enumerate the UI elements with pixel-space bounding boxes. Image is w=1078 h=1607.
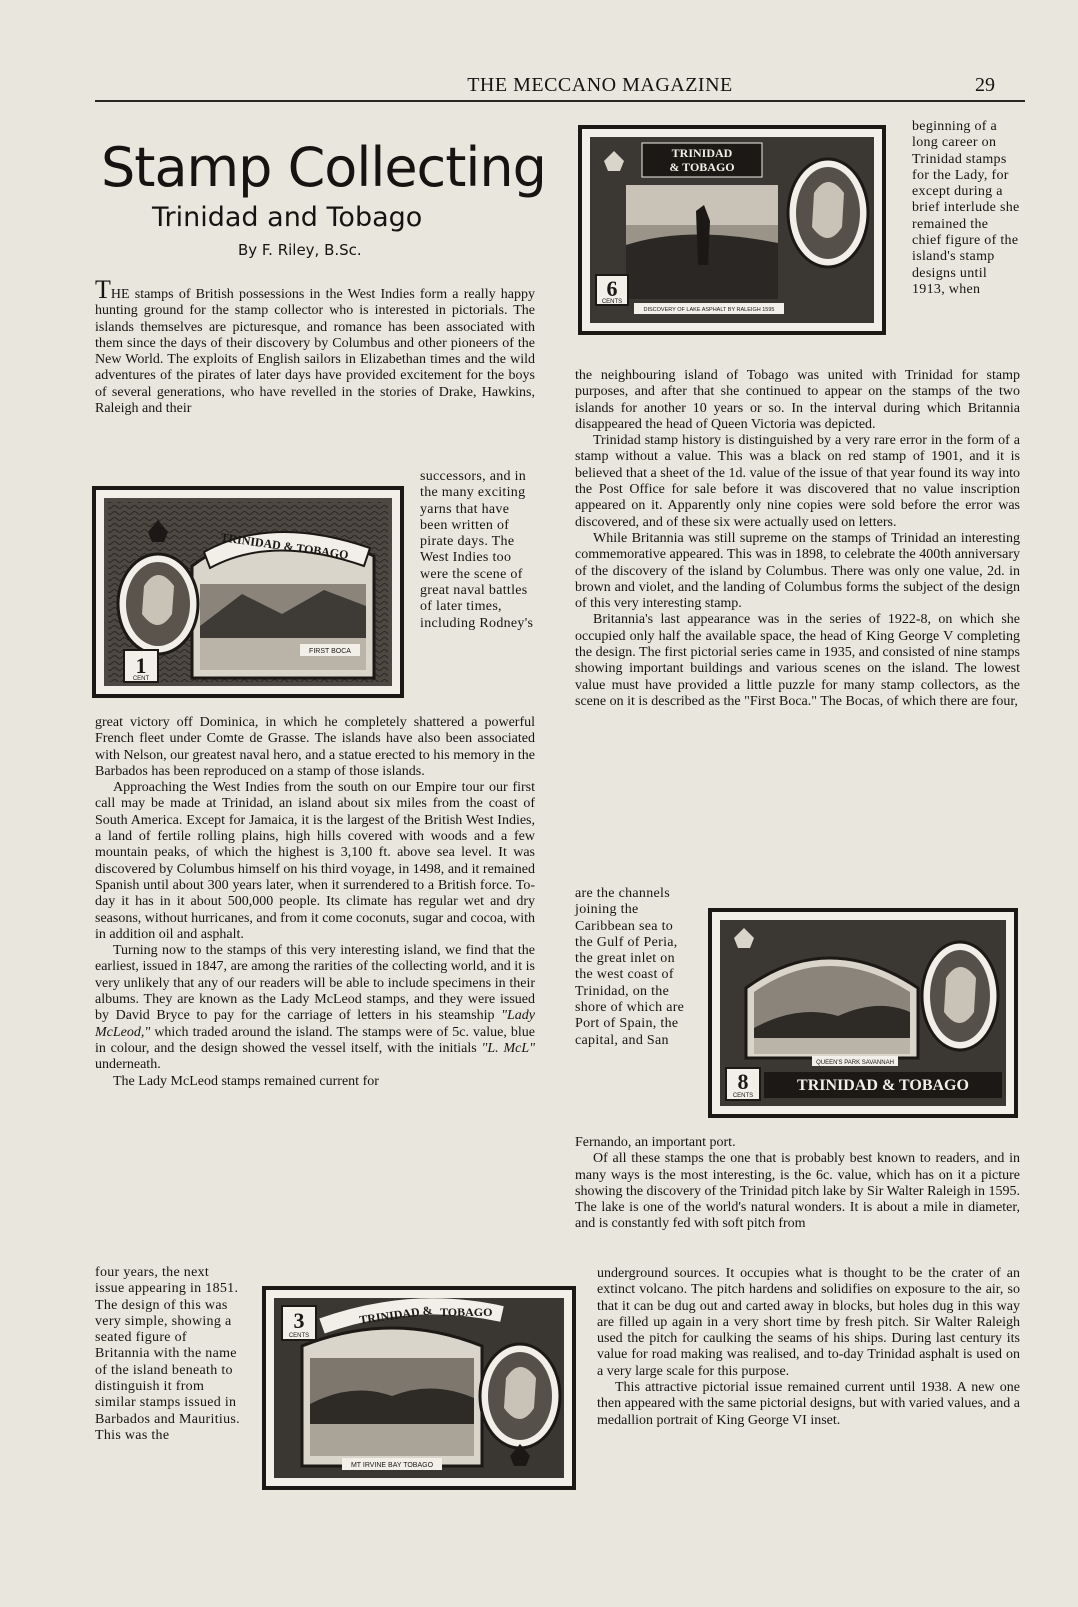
king-portrait [142, 575, 174, 625]
stamp-eight-cent-queens-park-savannah [708, 908, 1018, 1118]
column-2-wrap: beginning of a long career on Trinidad stamps for the Lady, for except during a brief interlude she remained the chief figure of the island's stamp designs until 1913, when [912, 119, 1020, 297]
column-1-bottom-wrap: four years, the next issue appearing in 1851. The design of this was very simple, showing a seated figure of Britannia with the name of the island beneath to distinguish it from similar stamps issued in Barbados and Mauritius. This was the [95, 1265, 240, 1443]
king-portrait [812, 182, 844, 238]
stamp-country-left: TRINIDAD & [358, 1302, 434, 1327]
stamp-unit: CENTS [288, 1333, 310, 1339]
column-1-body: great victory off Dominica, in which he completely shattered a powerful French fleet under Comte de Grasse. The islands have also been associated with Nelson, our greatest naval hero, and a statue erected to his memory in the Barbados has been reproduced on a stamp of those islands. Approaching the West Indies from the south on our Empire tour our first call may be made at Trinidad, an island about six miles from the coast of South America. Except for Jamaica, it is the largest of the British West Indies, a land of fertile rolling plains, high hills covered with woods and a few mountain peaks, of which the highest is 3,100 ft. above sea level. It was discovered by Columbus himself on his third voyage, in 1498, and it remained Spanish until about 300 years later, when it surrendered to a British force. To-day it has in it about 500,000 people. Its climate has regular wet and dry seasons, without hurricanes, and from it come coconuts, sugar and cocoa, with in addition oil and asphalt. Turning now to the stamps of this very interesting island, we find that the earliest, issued in 1847, are among the rarities of the collecting world, and it is very unlikely that any of our readers will be able to include specimens in their albums. They are known as the Lady McLeod stamps, and they were issued by David Bryce to pay for the carriage of letters in his steamship "Lady McLeod," which traded around the island. The stamps were of 5c. value, blue in colour, and the design showed the vessel itself, with the initials "L. McL" underneath. The Lady McLeod stamps remained current for [95, 715, 535, 1089]
stamp-unit: CENTS [732, 1093, 754, 1099]
column-2-bottom-wrap: are the channels joining the Caribbean sea to the Gulf of Peria, the great inlet on the west coast of Trinidad, on the shore of which are Port of Spain, the capital, and San [575, 886, 685, 1048]
stamp-country-text: TRINIDAD & TOBAGO [219, 530, 350, 562]
column-2-body: the neighbouring island of Tobago was united with Trinidad for stamp purposes, and after that she continued to appear on the stamps of the two islands for another 10 years or so. In the interval during which Britannia disappeared the head of Queen Victoria was depicted. Trinidad stamp history is distinguished by a very rare error in the form of a stamp without a value. This was a black on red stamp of 1901, and it is believed that a sheet of the 1d. value of the issue of that year found its way into the Post Office for sale before it was discovered that no value inscription appeared on it. Apparently only nine copies were sold before the error was discovered, and of these six were actually used on letters. While Britannia was still supreme on the stamps of Trinidad an interesting commemorative appeared. This was in 1898, to celebrate the 400th anniversary of the discovery of the island by Columbus. There was only one value, 2d. in brown and violet, and the landing of Columbus forms the subject of the design of this very interesting stamp. Britannia's last appearance was in the series of 1922-8, on which she occupied only half the available space, the head of King George V completing the design. The first pictorial series came in 1935, and consisted of nine stamps showing important buildings and various scenes on the island. The lowest value must have provided a little puzzle for many stamp collectors, as the scene on it is described as the "First Boca." The Bocas, of which there are four, [575, 368, 1020, 709]
stamp-three-cent-mt-irvine-bay [262, 1286, 576, 1490]
article-byline: By F. Riley, B.Sc. [238, 241, 362, 259]
page-number: 29 [975, 74, 995, 96]
stamp-caption: QUEEN'S PARK SAVANNAH [816, 1060, 894, 1066]
stamp-initials: "L. McL" [481, 1040, 535, 1056]
stamp-country-text: TRINIDAD & TOBAGO [797, 1077, 969, 1094]
stamp-country-line1: TRINIDAD [671, 146, 733, 160]
column-1-intro [95, 275, 535, 417]
stamp-value: 6 [606, 276, 618, 301]
column-1-wrap: successors, and in the many exciting yarns that have been written of pirate days. The West Indies too were the scene of great naval battles of later times, including Rodney's [420, 469, 534, 631]
stamp-value: 1 [135, 653, 147, 678]
running-head: THE MECCANO MAGAZINE [467, 74, 733, 96]
stamp-value: 8 [737, 1069, 749, 1094]
stamp-one-cent-first-boca [92, 486, 404, 698]
stamp-caption: MT IRVINE BAY TOBAGO [350, 1462, 434, 1469]
king-portrait [504, 1367, 536, 1419]
king-portrait [944, 967, 976, 1023]
stamp-country-line2: & TOBAGO [669, 160, 735, 174]
article-title: Stamp Collecting [101, 136, 546, 199]
stamp-country-right: TOBAGO [440, 1305, 493, 1319]
stamp-six-cent-raleigh-pitch-lake [578, 125, 886, 335]
drop-cap: T [95, 275, 111, 304]
article-subtitle: Trinidad and Tobago [152, 202, 423, 233]
ship-name: "Lady McLeod," [95, 1008, 535, 1040]
stamp-unit: CENT [132, 676, 150, 682]
column-2-bottom: Fernando, an important port. Of all these stamps the one that is probably best known to readers, and in many ways is the most interesting, is the 6c. value, which has on it a picture showing the discovery of the Trinidad pitch lake by Sir Walter Raleigh in 1595. The lake is one of the world's natural wonders. It is about a mile in diameter, and is constantly fed with soft pitch from [575, 1135, 1020, 1232]
stamp-unit: CENTS [601, 299, 623, 305]
header-rule [95, 100, 1025, 102]
stamp-caption: FIRST BOCA [309, 648, 351, 655]
stamp-value: 3 [293, 1308, 305, 1333]
stamp-caption: DISCOVERY OF LAKE ASPHALT BY RALEIGH 1595 [643, 307, 775, 313]
intro-text: HE stamps of British possessions in the West Indies form a really happy hunting ground for the stamp collector who is interested in pictorials. The islands themselves are picturesque, and romance has been associated with them since the days of their discovery by Columbus and other pioneers of the New World. The exploits of English sailors in Elizabethan times and the wild adventures of the pirates of later days have provided excitement for the boys of several generations, who have revelled in the stories of Drake, Hawkins, Raleigh and their [95, 287, 535, 417]
column-2-bottom-inset: underground sources. It occupies what is thought to be the crater of an extinct volcano. The pitch hardens and solidifies on exposure to the air, so that it can be dug out and carted away in blocks, but holes dug in this way are filled up again in a very short time by fresh pitch. Sir Walter Raleigh used the pitch for caulking the seams of his ships. During last century its value for road making was realised, and to-day Trinidad asphalt is used on a very large scale for this purpose. This attractive pictorial issue remained current until 1938. A new one then appeared with the same pictorial designs, but with varied values, and a medallion portrait of King George VI inset. [597, 1266, 1020, 1428]
